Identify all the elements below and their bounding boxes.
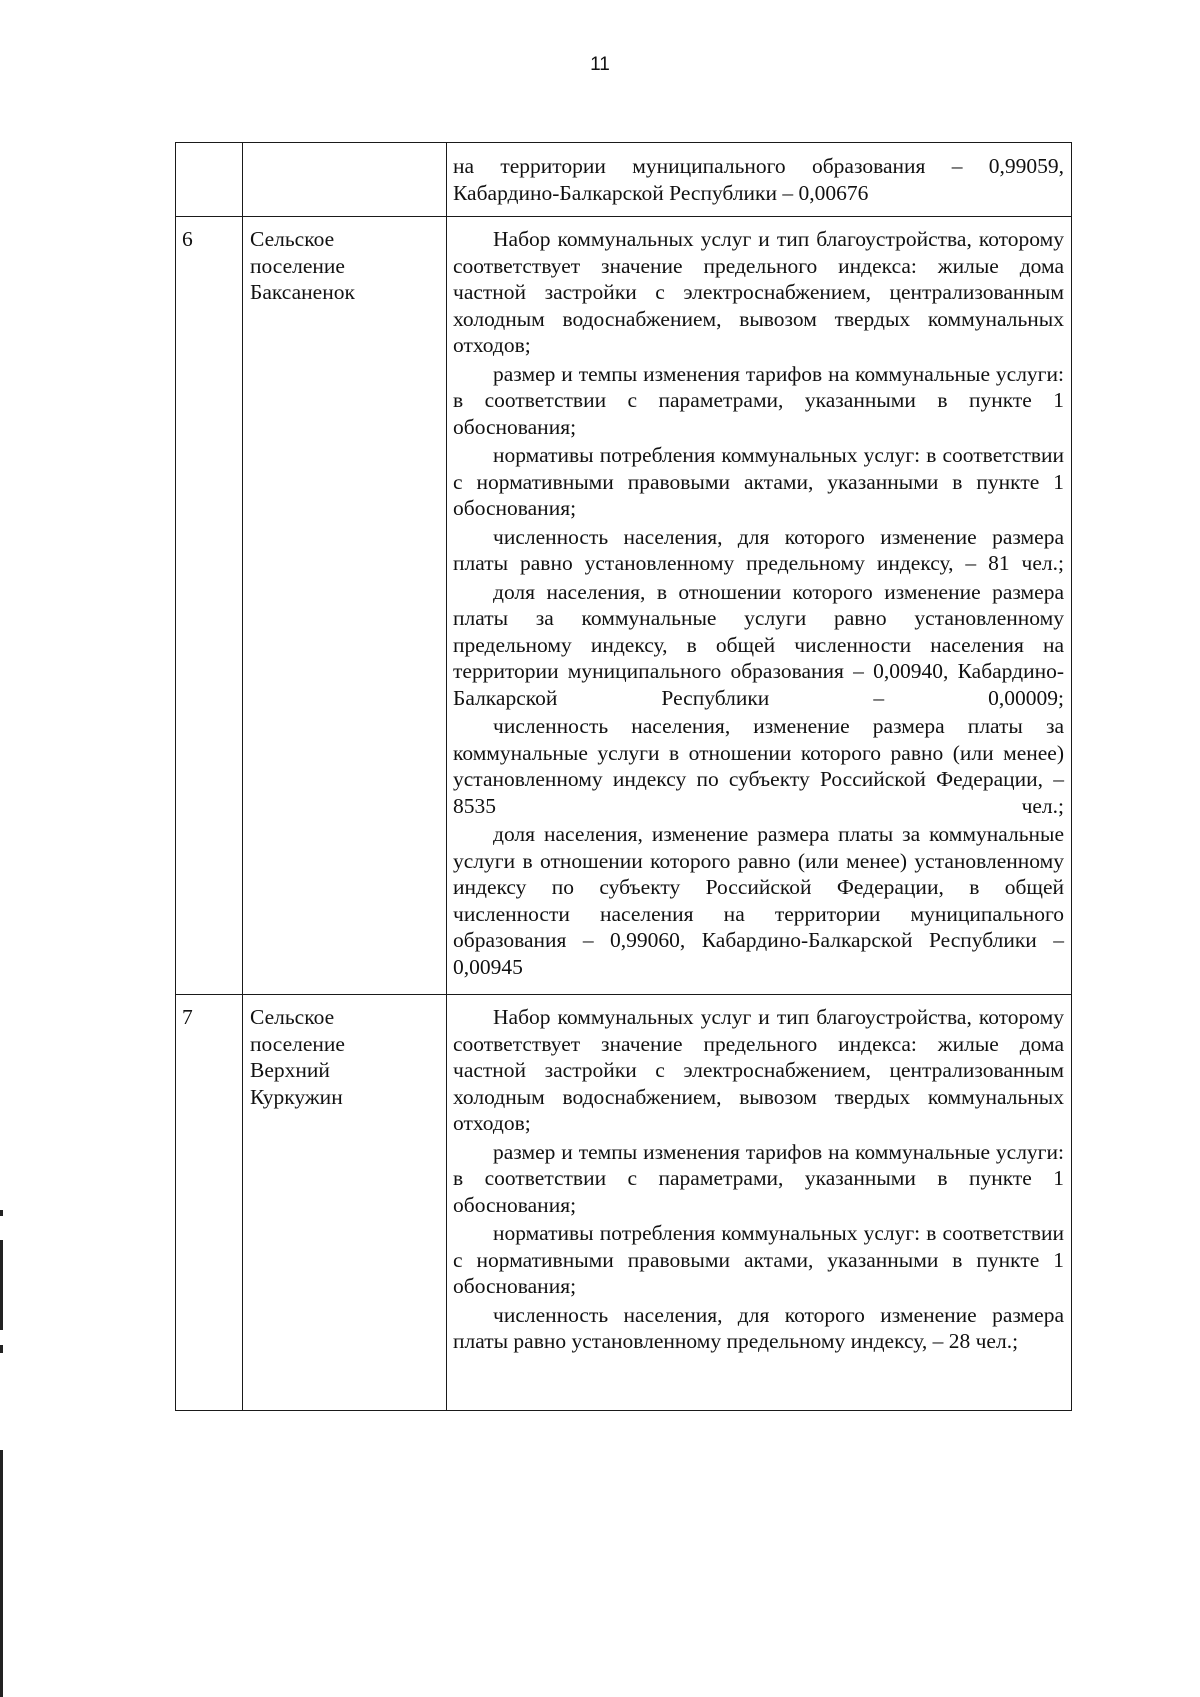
table-row-7	[176, 995, 1072, 1411]
settlement-name-line: Сельское	[250, 1005, 335, 1029]
row-number-cell	[176, 143, 243, 217]
description-paragraph: численность населения, для которого изменение размера платы равно установленному предельному индексу, – 28 чел.;	[453, 1302, 1064, 1353]
scan-edge-mark	[0, 1345, 3, 1353]
description-cell	[447, 217, 1072, 995]
settlement-name-line: Сельское	[250, 227, 335, 251]
description-paragraph: численность населения, для которого изменение размера платы равно установленному предельному индексу, – 81 чел.;	[453, 524, 1064, 575]
description-paragraph: на территории муниципального образования – 0,99059, Кабардино-Балкарской Республики – 0,00676	[453, 154, 1064, 205]
description-paragraph: Набор коммунальных услуг и тип благоустройства, которому соответствует значение предельного индекса: жилые дома частной застройки с электроснабжением, централизованным холодным водоснабжением, вывозом твердых коммунальных отходов;	[453, 1005, 1064, 1135]
settlement-name-line: поселение	[250, 1031, 345, 1056]
scan-edge-mark	[0, 1210, 3, 1216]
settlement-name-cell	[243, 995, 447, 1411]
settlement-name-cell	[243, 143, 447, 217]
description-paragraph: нормативы потребления коммунальных услуг: в соответствии с нормативными правовыми актами, указанными в пункте 1 обоснования;	[453, 443, 1064, 520]
description-paragraph: Набор коммунальных услуг и тип благоустройства, которому соответствует значение предельного индекса: жилые дома частной застройки с электроснабжением, централизованным холодным водоснабжением, вывозом твердых коммунальных отходов;	[453, 227, 1064, 357]
settlement-name-line: Верхний	[250, 1058, 330, 1082]
settlement-name-line: Куркужин	[250, 1084, 343, 1109]
row-number-cell: 6	[176, 217, 243, 995]
description-cell	[447, 995, 1072, 1411]
description-paragraph: численность населения, изменение размера платы за коммунальные услуги в отношении которого равно (или менее) установленному индексу по субъекту Российской Федерации, – 8535 чел.;	[453, 714, 1064, 818]
table-row-continuation	[176, 143, 1072, 217]
scan-edge-mark	[0, 1450, 3, 1697]
table-row-6	[176, 217, 1072, 995]
description-paragraph: доля населения, изменение размера платы за коммунальные услуги в отношении которого равно (или менее) установленному индексу по субъекту Российской Федерации, в общей численности населения на территории муниципального образования – 0,99060, Кабардино-Балкарской Республики – 0,00945	[453, 822, 1064, 979]
description-paragraph: размер и темпы изменения тарифов на коммунальные услуги: в соответствии с параметрами, указанными в пункте 1 обоснования;	[453, 361, 1064, 439]
row-number-cell: 7	[176, 995, 243, 1411]
description-paragraph: размер и темпы изменения тарифов на коммунальные услуги: в соответствии с параметрами, указанными в пункте 1 обоснования;	[453, 1139, 1064, 1217]
description-paragraph: нормативы потребления коммунальных услуг: в соответствии с нормативными правовыми актами, указанными в пункте 1 обоснования;	[453, 1221, 1064, 1298]
description-cell	[447, 143, 1072, 217]
settlement-name-line: Баксаненок	[250, 280, 355, 304]
scan-edge-mark	[0, 1240, 3, 1330]
settlement-name-cell	[243, 217, 447, 995]
document-table	[175, 142, 1072, 1411]
page-number: 11	[590, 54, 610, 75]
description-paragraph: доля населения, в отношении которого изменение размера платы за коммунальные услуги равно установленному предельному индексу, в общей численности населения на территории муниципального образования – 0,00940, Кабардино-Балкарской Республики – 0,00009;	[453, 579, 1064, 710]
settlement-name-line: поселение	[250, 253, 345, 278]
